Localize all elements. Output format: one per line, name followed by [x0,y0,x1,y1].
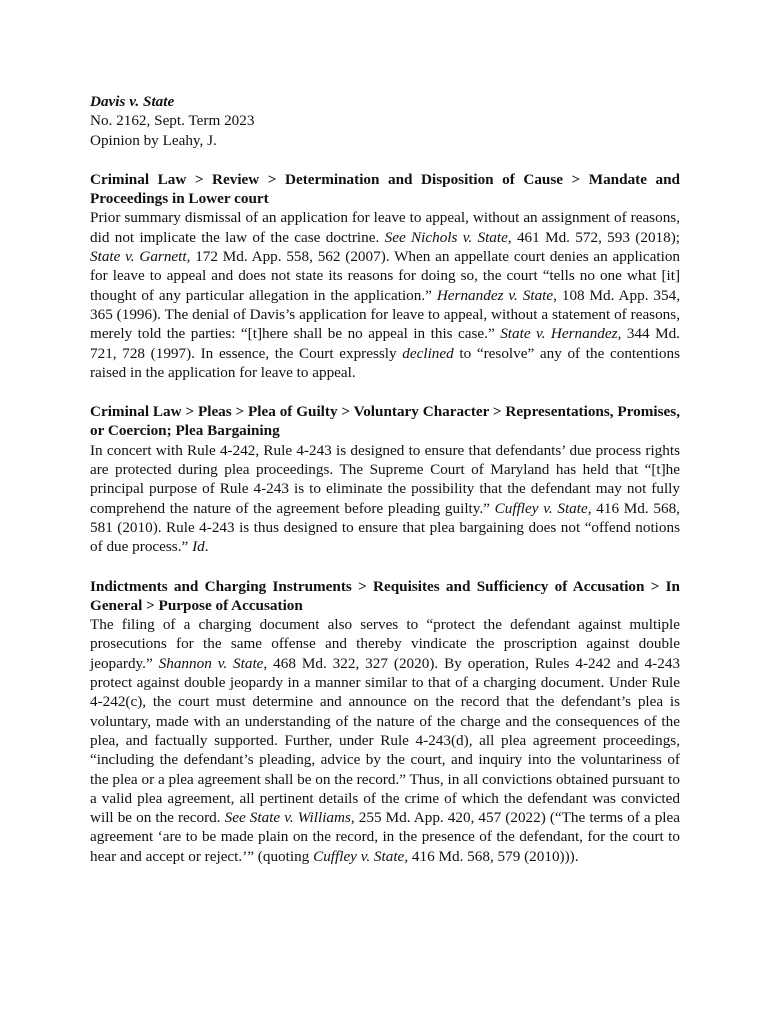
headnote-heading: Indictments and Charging Instruments > Requisites and Sufficiency of Accusation > In General > Purpose of Accusation [90,577,680,614]
body-text: , 255 Md. App. 420, 457 (2022) (“The terms of a plea agreement ‘are to be made plain on the record, in the presence of the defendant, for the court to hear and accept or reject.’” (quoting [90,809,680,865]
headnote-body [90,441,680,557]
headnote-section-2 [90,402,680,556]
citation-text: State v. Garnett [90,248,187,266]
citation-text: Id [192,538,205,556]
case-header [90,92,680,150]
citation-text: See Nichols v. State [384,228,508,246]
citation-text: Shannon v. State [158,654,264,672]
citation-text: Hernandez v. State [436,286,554,304]
headnote-section-3 [90,577,680,866]
body-text: , 416 Md. 568, 579 (2010))). [404,847,579,865]
citation-text: See State v. Williams [224,809,351,827]
headnote-body [90,615,680,866]
body-text: , 108 Md. App. 354, 365 (1996). The denial of Davis’s application for leave to appeal, without a statement of reasons, merely told the parties: “[t]here shall be no appeal in this case.” [90,286,680,343]
opinion-author: Opinion by Leahy, J. [90,131,217,149]
body-text: In concert with Rule 4-242, Rule 4-243 is designed to ensure that defendants’ due process rights are protected during plea proceedings. The Supreme Court of Maryland has held that “[t]he principal purpose of Rule 4-243 is to eliminate the possibility that the defendant may not fully comprehend the nature of the agreement before pleading guilty.” [90,441,680,517]
body-text: to “resolve” any of the contentions raised in the application for leave to appeal. [90,344,681,381]
body-text: The filing of a charging document also serves to “protect the defendant against multiple prosecutions for the same offense and thereby vindicate the proscription against double jeopardy.” [90,616,680,672]
body-text: , 172 Md. App. 558, 562 (2007). When an appellate court denies an application for leave to appeal and does not state its reasons for doing so, the court “tells no one what [it] thought of any particular allegation in the application.” [90,248,681,304]
body-text: , 461 Md. 572, 593 (2018); [507,228,680,246]
body-text: , 344 Md. 721, 728 (1997). In essence, the Court expressly [90,325,680,362]
headnote-section-1 [90,170,680,382]
citation-text: declined [402,344,454,362]
case-title: Davis v. State [90,93,175,110]
body-text: , 416 Md. 568, 581 (2010). Rule 4-243 is thus designed to ensure that plea bargaining does not “offend notions of due process.” [90,499,680,556]
docket-number: No. 2162, Sept. Term 2023 [90,112,255,130]
headnote-heading: Criminal Law > Pleas > Plea of Guilty > Voluntary Character > Representations, Promises, or Coercion; Plea Bargaining [90,403,680,440]
citation-text: Cuffley v. State [313,847,405,865]
citation-text: Cuffley v. State [494,499,588,517]
headnote-heading: Criminal Law > Review > Determination and Disposition of Cause > Mandate and Proceedings in Lower court [90,170,680,208]
body-text: Prior summary dismissal of an application for leave to appeal, without an assignment of reasons, did not implicate the law of the case doctrine. [90,209,680,246]
citation-text: State v. Hernandez [500,325,618,343]
headnote-body [90,208,680,382]
body-text: . [204,538,209,556]
body-text: , 468 Md. 322, 327 (2020). By operation, Rules 4-242 and 4-243 protect against double jeopardy in a manner similar to that of a charging document. Under Rule 4-242(c), the court must determine and announce on the record that the defendant’s plea is voluntary, made with an understanding of the nature of the charge and the consequences of the plea, and factually supported. Further, under Rule 4-243(d), all plea agreement proceedings, “including the defendant’s pleading, advice by the court, and inquiry into the voluntariness of the plea or a plea agreement shall be on the record.” Thus, in all convictions obtained pursuant to a valid plea agreement, all pertinent details of the crime of which the defendant was convicted will be on the record. [90,654,681,827]
